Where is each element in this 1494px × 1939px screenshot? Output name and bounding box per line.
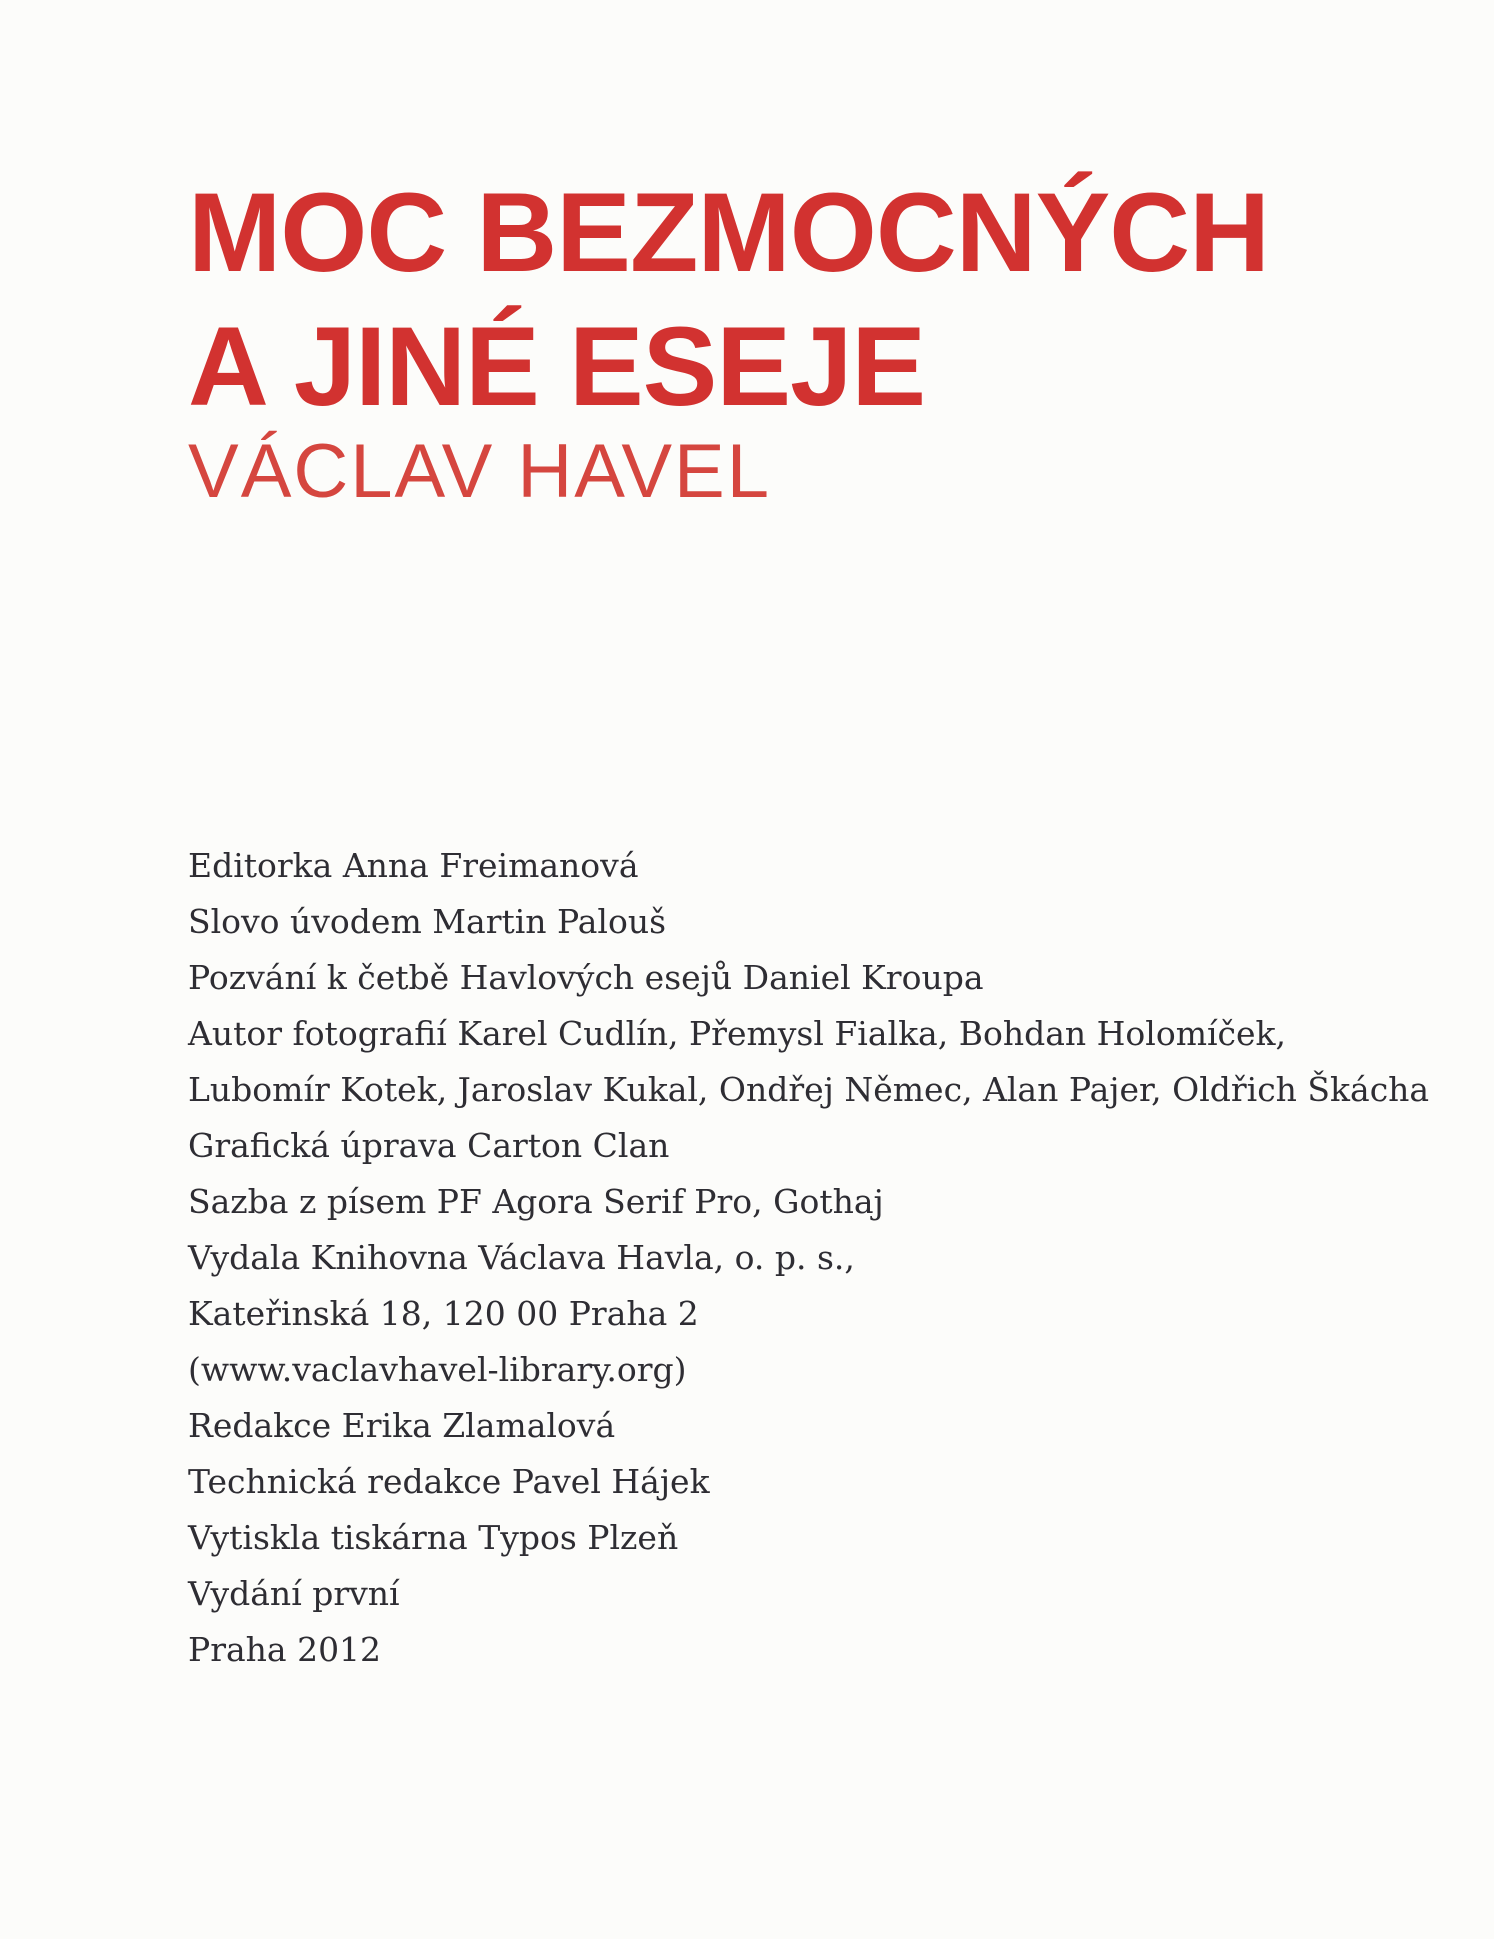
colophon-line-printer: Vytiskla tiskárna Typos Plzeň [188, 1518, 679, 1557]
colophon-line-foreword: Slovo úvodem Martin Palouš [188, 902, 667, 941]
colophon-line-graphic-design: Grafická úprava Carton Clan [188, 1126, 670, 1165]
colophon-line-typefaces: Sazba z písem PF Agora Serif Pro, Gothaj [188, 1182, 884, 1221]
colophon-line-editing: Redakce Erika Zlamalová [188, 1406, 616, 1445]
colophon-line-photographers-1: Autor fotografií Karel Cudlín, Přemysl Fialka, Bohdan Holomíček, [188, 1014, 1287, 1053]
colophon-line-place-year: Praha 2012 [188, 1630, 382, 1669]
colophon-line-publisher: Vydala Knihovna Václava Havla, o. p. s., [188, 1238, 855, 1277]
title-block [188, 166, 1434, 516]
colophon-line-address: Kateřinská 18, 120 00 Praha 2 [188, 1294, 699, 1333]
colophon-line-website: (www.vaclavhavel-library.org) [188, 1350, 687, 1389]
colophon-line-invitation: Pozvání k četbě Havlových esejů Daniel Kroupa [188, 958, 984, 997]
book-title-line2: A JINÉ ESEJE [188, 304, 926, 429]
colophon [188, 838, 1434, 1678]
colophon-line-photographers-2: Lubomír Kotek, Jaroslav Kukal, Ondřej Němec, Alan Pajer, Oldřich Škácha [188, 1070, 1430, 1109]
book-author: VÁCLAV HAVEL [188, 429, 771, 514]
colophon-line-technical-editing: Technická redakce Pavel Hájek [188, 1462, 710, 1501]
book-title [188, 166, 1434, 434]
book-title-line1: MOC BEZMOCNÝCH [188, 170, 1270, 295]
colophon-line-editor: Editorka Anna Freimanová [188, 846, 639, 885]
colophon-line-edition: Vydání první [188, 1574, 400, 1613]
